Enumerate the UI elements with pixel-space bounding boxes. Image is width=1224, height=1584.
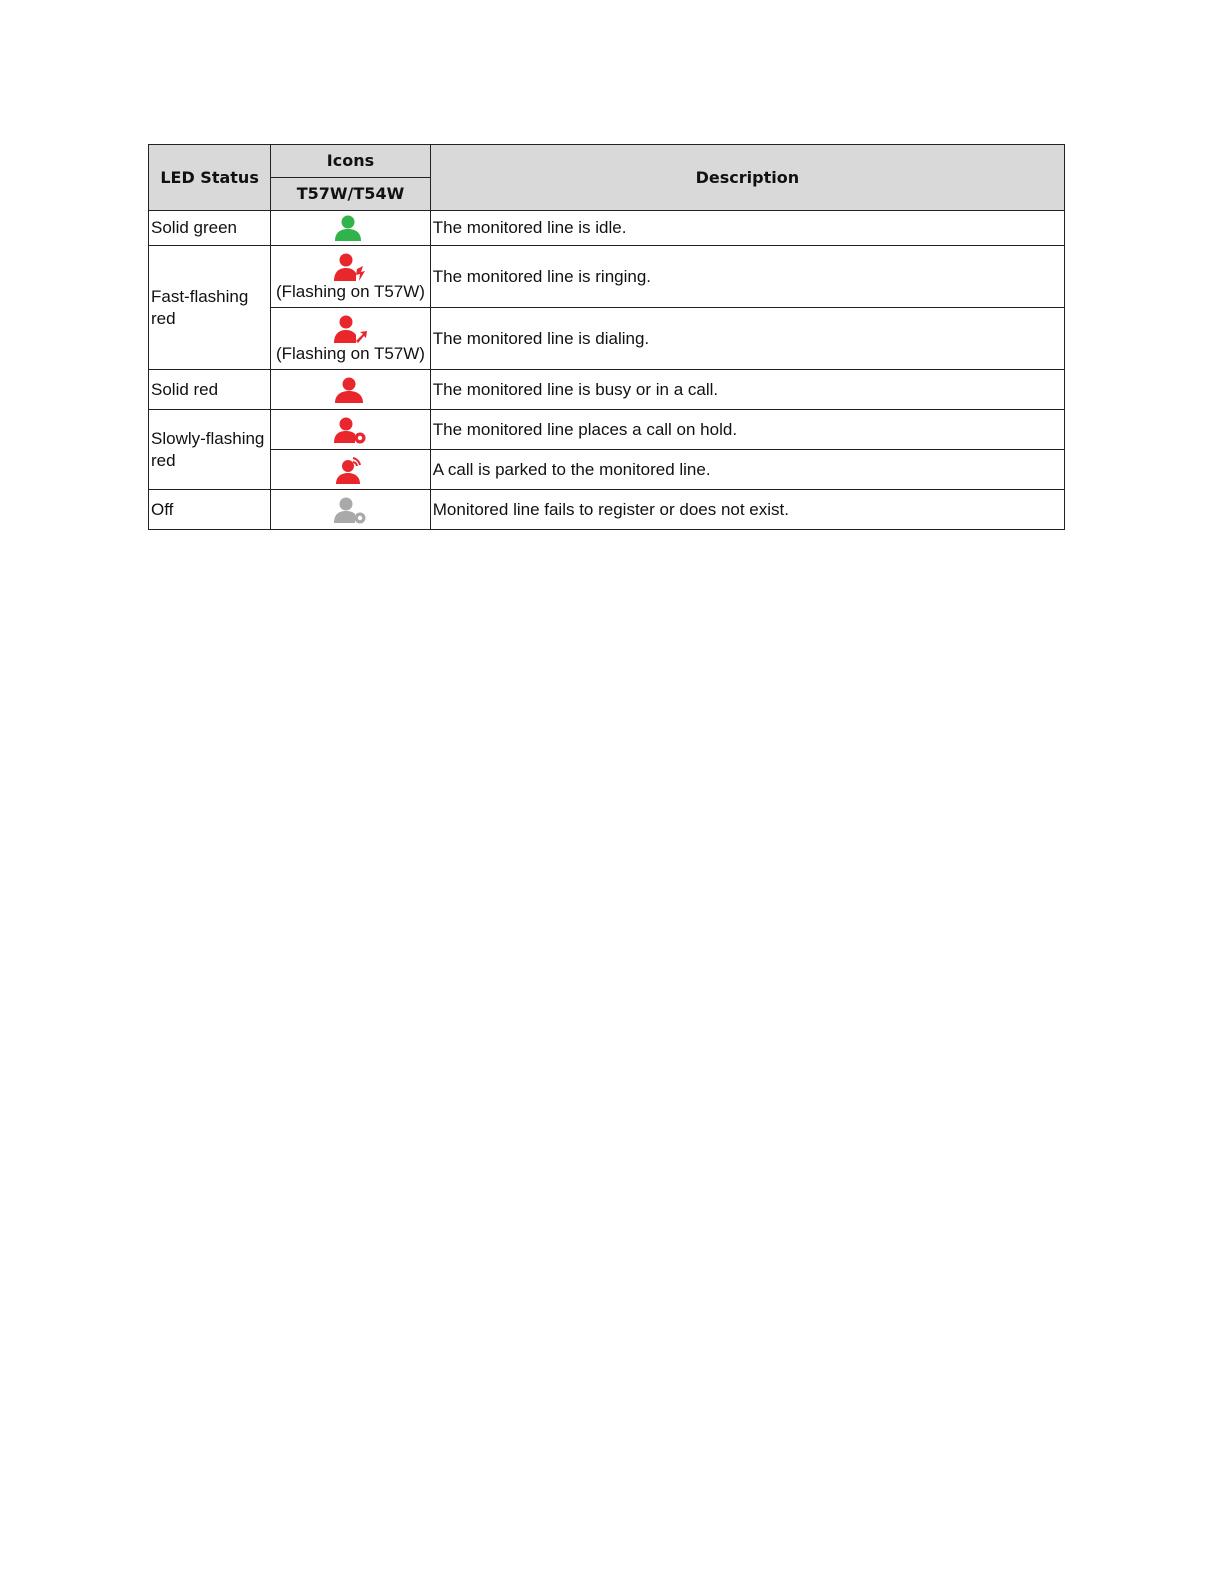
led-status-cell: Slowly-flashing red	[149, 410, 271, 490]
table-row	[149, 370, 1065, 410]
icon-cell	[271, 308, 431, 370]
icon-cell	[271, 370, 431, 410]
led-status-table	[148, 144, 1065, 530]
description-cell: The monitored line places a call on hold.	[430, 410, 1064, 450]
table-row	[149, 211, 1065, 246]
description-cell: The monitored line is idle.	[430, 211, 1064, 246]
description-cell: The monitored line is busy or in a call.	[430, 370, 1064, 410]
table-row	[149, 246, 1065, 308]
icon-cell	[271, 490, 431, 530]
flashing-note: (Flashing on T57W)	[275, 281, 425, 301]
user-offline-gray-icon	[332, 496, 368, 524]
icon-cell	[271, 246, 431, 308]
header-model: T57W/T54W	[271, 178, 431, 211]
table-row	[149, 410, 1065, 450]
description-cell: A call is parked to the monitored line.	[430, 450, 1064, 490]
led-status-cell: Solid red	[149, 370, 271, 410]
table-row	[149, 450, 1065, 490]
user-ringing-red-icon	[332, 252, 368, 282]
led-status-cell: Off	[149, 490, 271, 530]
icon-cell	[271, 211, 431, 246]
user-parked-red-icon	[332, 455, 368, 485]
description-cell: The monitored line is ringing.	[430, 246, 1064, 308]
description-cell: Monitored line fails to register or does not exist.	[430, 490, 1064, 530]
user-dialing-red-icon	[332, 314, 368, 344]
led-status-cell: Fast-flashing red	[149, 246, 271, 370]
table-row	[149, 490, 1065, 530]
table-row	[149, 308, 1065, 370]
user-idle-green-icon	[332, 214, 368, 242]
header-description: Description	[430, 145, 1064, 211]
flashing-note: (Flashing on T57W)	[275, 343, 425, 363]
led-status-cell: Solid green	[149, 211, 271, 246]
description-cell: The monitored line is dialing.	[430, 308, 1064, 370]
header-icons: Icons	[271, 145, 431, 178]
header-led-status: LED Status	[149, 145, 271, 211]
user-hold-red-icon	[332, 416, 368, 444]
user-busy-red-icon	[332, 376, 368, 404]
icon-cell	[271, 410, 431, 450]
icon-cell	[271, 450, 431, 490]
